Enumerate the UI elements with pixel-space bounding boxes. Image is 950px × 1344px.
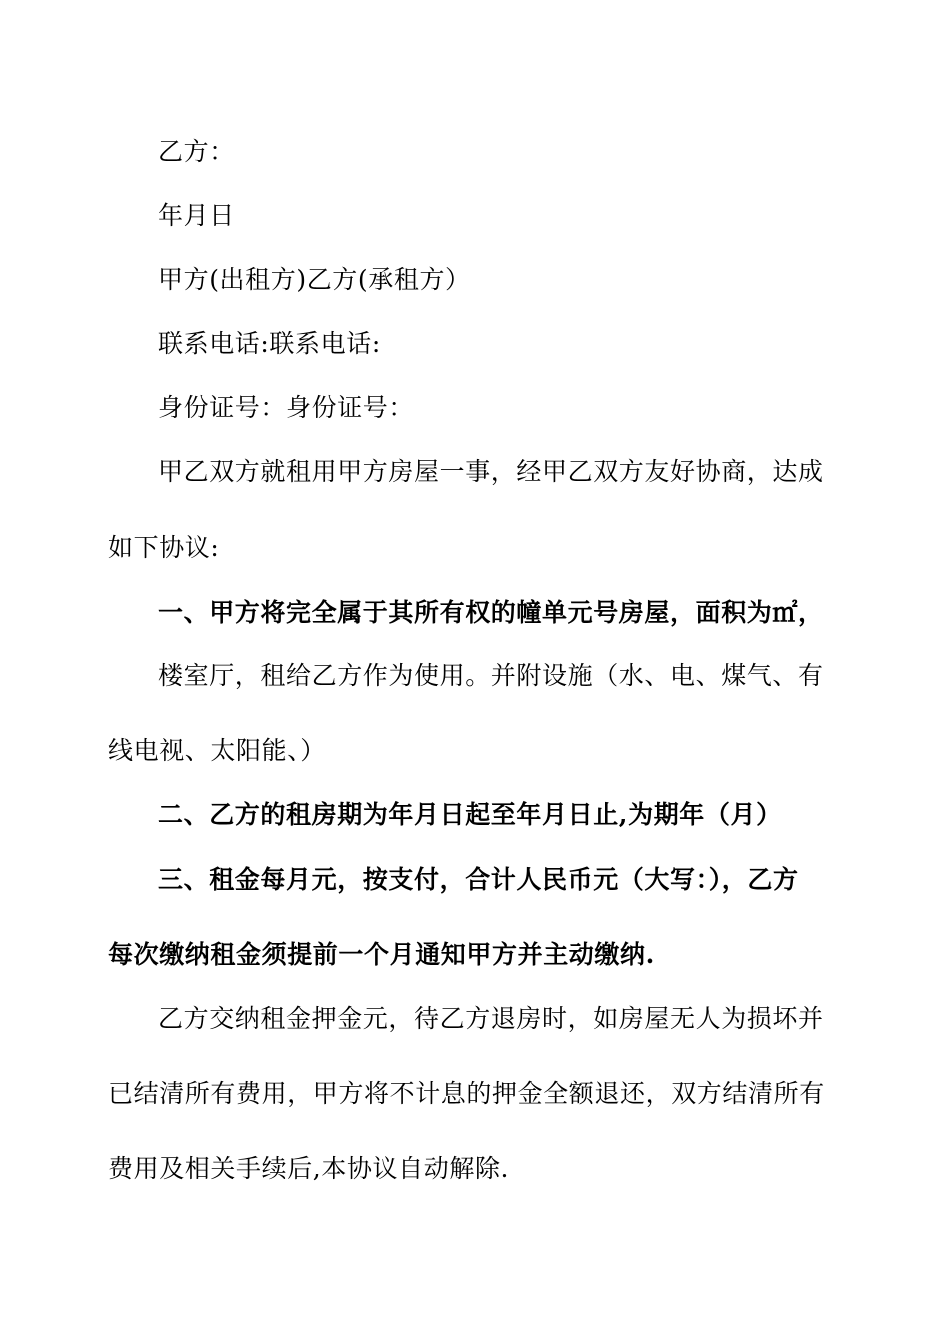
deposit-paragraph-line-3: 费用及相关手续后,本协议自动解除. [108, 1154, 510, 1183]
phone-line: 联系电话:联系电话: [158, 329, 381, 358]
intro-paragraph-line-1: 甲乙双方就租用甲方房屋一事，经甲乙双方友好协商，达成 [158, 457, 824, 486]
party-b-label: 乙方： [158, 137, 235, 166]
clause-3-line-2: 每次缴纳租金须提前一个月通知甲方并主动缴纳. [108, 940, 655, 969]
clause-1-line-1: 一、甲方将完全属于其所有权的幢单元号房屋，面积为㎡， [158, 598, 824, 627]
id-number-line: 身份证号：身份证号： [158, 393, 415, 422]
clause-3-line-1: 三、租金每月元，按支付，合计人民币元（大写：），乙方 [158, 865, 799, 894]
clause-1-line-3: 线电视、太阳能、） [108, 736, 326, 765]
clause-2: 二、乙方的租房期为年月日起至年月日止,为期年（月） [158, 800, 782, 829]
date-line: 年月日 [158, 201, 235, 230]
deposit-paragraph-line-2: 已结清所有费用，甲方将不计息的押金全额退还，双方结清所有 [108, 1079, 825, 1108]
deposit-paragraph-line-1: 乙方交纳租金押金元，待乙方退房时，如房屋无人为损坏并 [158, 1004, 824, 1033]
parties-line: 甲方(出租方)乙方(承租方） [158, 265, 471, 294]
clause-1-line-2: 楼室厅，租给乙方作为使用。并附设施（水、电、煤气、有 [158, 661, 824, 690]
intro-paragraph-line-2: 如下协议: [108, 533, 220, 562]
